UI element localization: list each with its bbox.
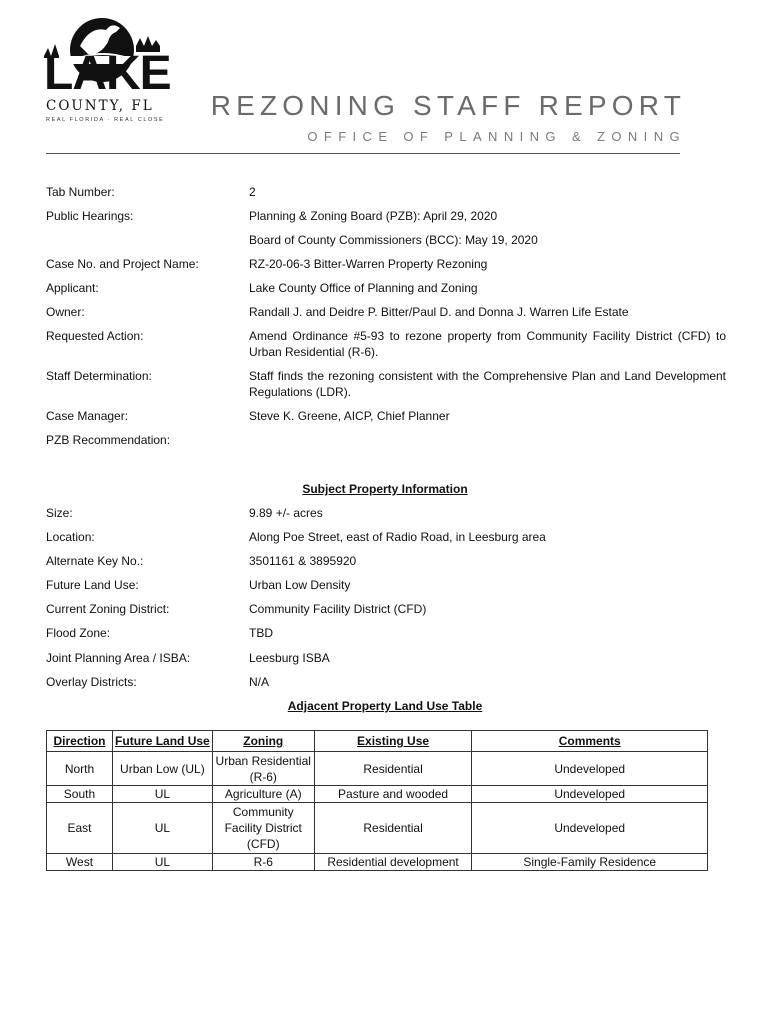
field-label: Requested Action:	[46, 329, 144, 343]
column-header: Comments	[472, 731, 708, 752]
field-value: 9.89 +/- acres	[249, 506, 323, 520]
field-value: Planning & Zoning Board (PZB): April 29, 2020	[249, 209, 498, 223]
logo-tagline: REAL FLORIDA · REAL CLOSE	[46, 117, 165, 123]
table-cell: Undeveloped	[472, 803, 708, 854]
field-value: Randall J. and Deidre P. Bitter/Paul D. and Donna J. Warren Life Estate	[249, 305, 629, 319]
table-cell: Urban Low (UL)	[112, 752, 212, 786]
table-cell: Community Facility District (CFD)	[212, 803, 314, 854]
field-value: 2	[249, 185, 256, 199]
table-cell: Residential development	[314, 854, 472, 871]
field-label: Alternate Key No.:	[46, 554, 144, 568]
field-label: Owner:	[46, 305, 85, 319]
field-label: Public Hearings:	[46, 209, 134, 223]
column-header: Future Land Use	[112, 731, 212, 752]
field-value: Leesburg ISBA	[249, 651, 330, 665]
field-label: Flood Zone:	[46, 626, 111, 640]
field-value: Lake County Office of Planning and Zoning	[249, 281, 478, 295]
field-value: 3501161 & 3895920	[249, 554, 357, 568]
table-row	[47, 752, 708, 786]
table-cell: R-6	[212, 854, 314, 871]
column-header: Direction	[47, 731, 113, 752]
table-cell: Undeveloped	[472, 786, 708, 803]
table-cell: Single-Family Residence	[472, 854, 708, 871]
field-label: Applicant:	[46, 281, 99, 295]
table-cell: Residential	[314, 752, 472, 786]
field-label: Overlay Districts:	[46, 675, 137, 689]
field-label: Joint Planning Area / ISBA:	[46, 651, 191, 665]
table-cell: South	[47, 786, 113, 803]
table-cell: UL	[112, 854, 212, 871]
report-title: REZONING STAFF REPORT	[210, 90, 686, 121]
field-value: N/A	[249, 675, 270, 689]
table-header-row	[47, 731, 708, 752]
field-label: Tab Number:	[46, 185, 115, 199]
report-subtitle: OFFICE OF PLANNING & ZONING	[307, 129, 686, 144]
table-cell: East	[47, 803, 113, 854]
field-value: Board of County Commissioners (BCC): May 19, 2020	[249, 233, 538, 247]
section-heading-text: Adjacent Property Land Use Table	[287, 699, 483, 713]
table-row	[47, 786, 708, 803]
table-cell: Residential	[314, 803, 472, 854]
adjacent-table-heading	[0, 698, 770, 714]
logo-county: COUNTY, FL	[46, 98, 154, 114]
table-cell: Pasture and wooded	[314, 786, 472, 803]
subject-property-heading	[0, 481, 770, 497]
table-row	[47, 803, 708, 854]
table-cell: West	[47, 854, 113, 871]
table-cell: Agriculture (A)	[212, 786, 314, 803]
field-label: Staff Determination:	[46, 369, 152, 383]
field-value: Staff finds the rezoning consistent with the Comprehensive Plan and Land Development Regulations (LDR).	[249, 369, 726, 399]
field-value: Amend Ordinance #5-93 to rezone property from Community Facility District (CFD) to Urban Residential (R-6).	[249, 329, 726, 359]
field-value: TBD	[249, 626, 273, 640]
field-label: Case No. and Project Name:	[46, 257, 199, 271]
column-header: Existing Use	[314, 731, 472, 752]
field-value: Steve K. Greene, AICP, Chief Planner	[249, 409, 450, 423]
table-cell: Urban Residential (R-6)	[212, 752, 314, 786]
table-cell: UL	[112, 803, 212, 854]
field-label: Future Land Use:	[46, 578, 139, 592]
logo-wordmark: LAKE	[44, 47, 171, 100]
field-label: Case Manager:	[46, 409, 129, 423]
table-cell: North	[47, 752, 113, 786]
table-row	[47, 854, 708, 871]
field-value: Urban Low Density	[249, 578, 351, 592]
field-value: RZ-20-06-3 Bitter-Warren Property Rezoning	[249, 257, 488, 271]
field-label: Current Zoning District:	[46, 602, 170, 616]
field-value: Along Poe Street, east of Radio Road, in Leesburg area	[249, 530, 546, 544]
column-header: Zoning	[212, 731, 314, 752]
lake-county-logo	[40, 16, 170, 128]
table-cell: UL	[112, 786, 212, 803]
header-divider	[46, 153, 680, 154]
field-label: PZB Recommendation:	[46, 433, 171, 447]
field-label: Size:	[46, 506, 73, 520]
section-heading-text: Subject Property Information	[302, 482, 468, 496]
field-value: Community Facility District (CFD)	[249, 602, 427, 616]
field-label: Location:	[46, 530, 95, 544]
adjacent-land-use-table	[46, 730, 708, 871]
table-cell: Undeveloped	[472, 752, 708, 786]
